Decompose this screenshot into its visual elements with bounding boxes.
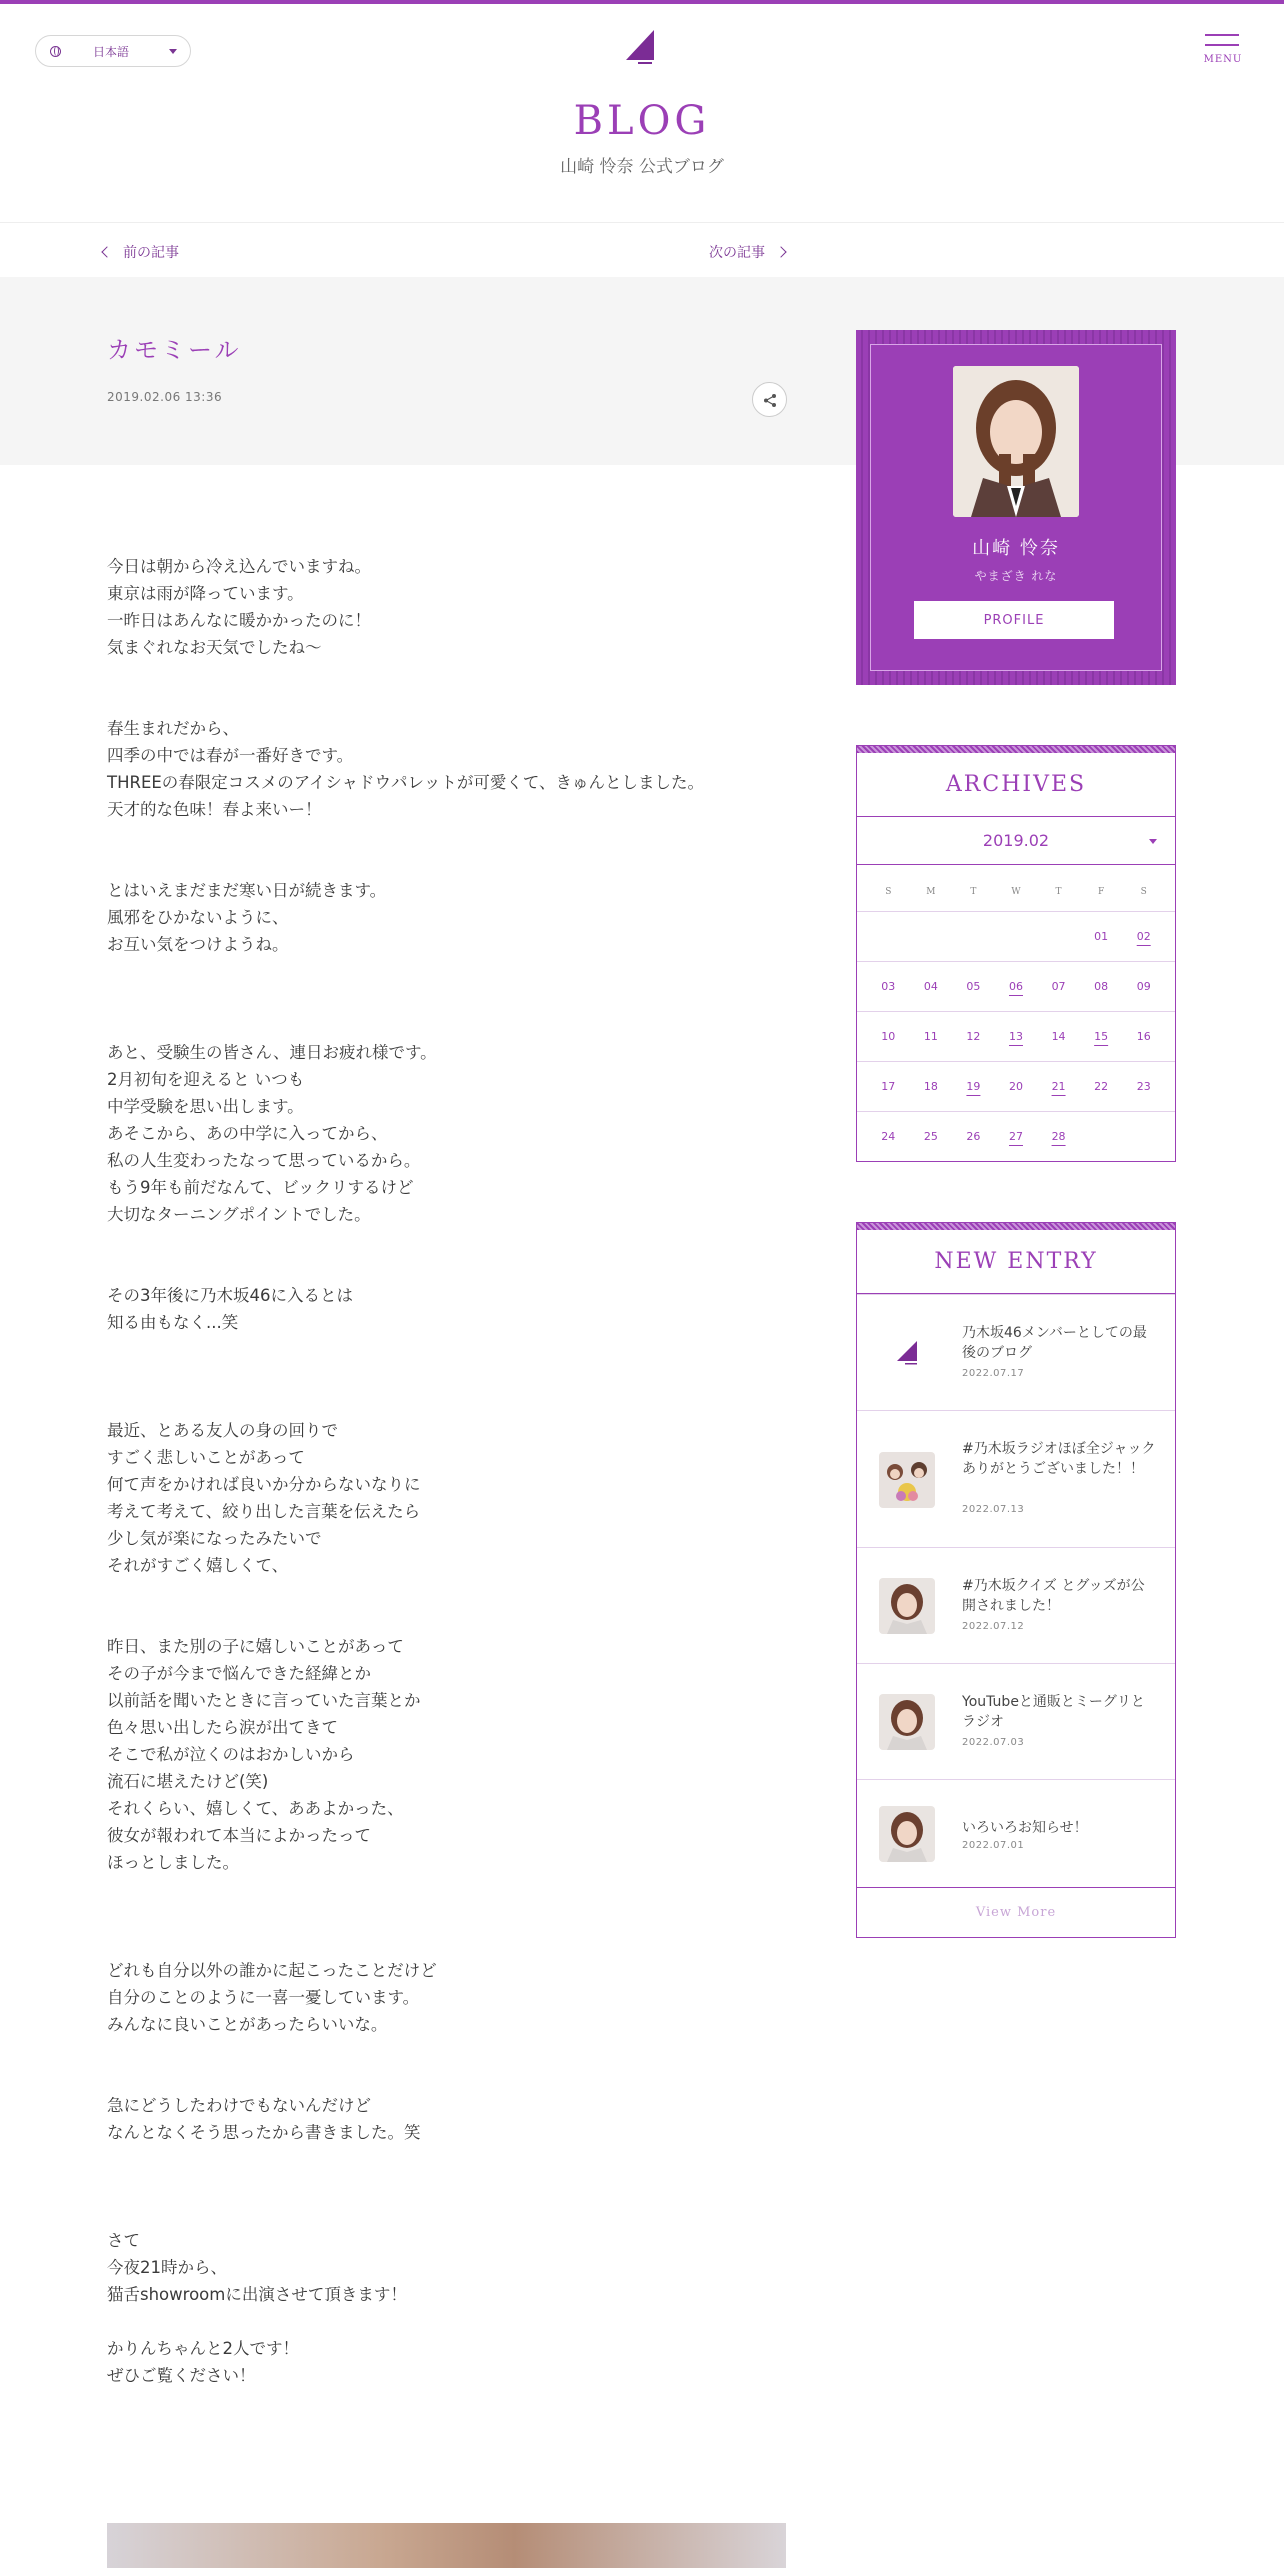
entry-title: いろいろお知らせ！ <box>962 1820 1088 1836</box>
calendar-day: 01 <box>1094 930 1109 943</box>
calendar-grid <box>857 911 1175 1161</box>
calendar-day[interactable]: 28 <box>1051 1130 1066 1143</box>
calendar-day: 14 <box>1051 1030 1066 1043</box>
entry-date: 2022.07.01 <box>962 1840 1025 1851</box>
calendar-day: 09 <box>1136 980 1151 993</box>
new-entry-item[interactable] <box>857 1779 1175 1887</box>
entry-date: 2022.07.17 <box>962 1368 1025 1379</box>
weekday-label: M <box>926 887 936 897</box>
calendar-day: 18 <box>923 1080 938 1093</box>
new-entry-box-border <box>857 1223 1175 1230</box>
menu-button[interactable] <box>1203 32 1243 72</box>
view-more-link[interactable]: View More <box>857 1887 1175 1937</box>
weekday-label: S <box>1140 887 1147 897</box>
menu-label: MENU <box>1203 54 1243 65</box>
calendar-weekday-header <box>857 865 1175 911</box>
entry-date: 2022.07.03 <box>962 1737 1025 1748</box>
post-photo <box>107 2523 786 2568</box>
blog-subtitle: 山崎 怜奈 公式ブログ <box>560 157 724 177</box>
calendar-day: 04 <box>923 980 938 993</box>
new-entry-item[interactable] <box>857 1547 1175 1663</box>
calendar-day[interactable]: 13 <box>1008 1030 1023 1043</box>
new-entry-list <box>857 1294 1175 1887</box>
calendar-week-row <box>857 1111 1175 1161</box>
calendar-day: 24 <box>881 1130 896 1143</box>
entry-title: #乃木坂ラジオほぼ全ジャック ありがとうございました！！ <box>962 1441 1156 1477</box>
entry-date: 2022.07.13 <box>962 1504 1025 1515</box>
calendar-day[interactable]: 02 <box>1136 930 1151 943</box>
weekday-label: S <box>885 887 892 897</box>
calendar-day[interactable]: 15 <box>1094 1030 1109 1043</box>
calendar-day: 16 <box>1136 1030 1151 1043</box>
weekday-label: F <box>1098 887 1105 897</box>
share-button[interactable] <box>752 382 787 417</box>
share-icon <box>753 383 788 418</box>
archives-month-label: 2019.02 <box>982 831 1050 850</box>
weekday-label: T <box>1055 887 1062 897</box>
weekday-label: W <box>1011 887 1021 897</box>
calendar-week-row <box>857 961 1175 1011</box>
archives-title: ARCHIVES <box>857 753 1175 817</box>
next-post-link[interactable] <box>709 242 785 262</box>
calendar-day: 20 <box>1008 1080 1023 1093</box>
calendar-day: 07 <box>1051 980 1066 993</box>
profile-card-inner <box>870 344 1162 671</box>
calendar-day[interactable]: 06 <box>1008 980 1023 993</box>
entry-thumb-logo <box>879 1325 935 1381</box>
calendar-day: 11 <box>923 1030 938 1043</box>
new-entry-box <box>856 1222 1176 1938</box>
entry-thumbnail <box>879 1452 935 1508</box>
calendar-week-row <box>857 911 1175 961</box>
calendar-day[interactable]: 19 <box>966 1080 981 1093</box>
new-entry-title: NEW ENTRY <box>857 1230 1175 1294</box>
archives-month-select[interactable] <box>857 817 1175 865</box>
entry-title: YouTubeと通販とミーグリとラジオ <box>962 1694 1145 1730</box>
entry-thumbnail <box>879 1694 935 1750</box>
profile-name: 山崎 怜奈 <box>972 538 1060 559</box>
top-accent-bar <box>0 0 1284 4</box>
blog-title: BLOG <box>573 98 711 144</box>
header-divider <box>0 222 1284 223</box>
entry-thumbnail <box>879 1578 935 1634</box>
new-entry-item[interactable] <box>857 1663 1175 1779</box>
profile-button[interactable]: PROFILE <box>914 601 1114 639</box>
new-entry-item[interactable] <box>857 1410 1175 1547</box>
prev-post-link[interactable] <box>103 242 179 262</box>
entry-date: 2022.07.12 <box>962 1621 1025 1632</box>
site-logo[interactable] <box>624 30 656 66</box>
calendar-day: 10 <box>881 1030 896 1043</box>
calendar-day: 08 <box>1094 980 1109 993</box>
calendar-day: 03 <box>881 980 896 993</box>
entry-title: #乃木坂クイズ とグッズが公開されました！ <box>962 1578 1145 1614</box>
language-label: 日本語 <box>93 44 130 59</box>
entry-title: 乃木坂46メンバーとしての最後のブログ <box>962 1325 1147 1361</box>
chevron-left-icon <box>101 246 112 257</box>
language-selector[interactable] <box>35 35 191 67</box>
new-entry-item[interactable] <box>857 1294 1175 1410</box>
menu-bar-bottom <box>1205 44 1239 46</box>
calendar-day: 26 <box>966 1130 981 1143</box>
calendar-day: 12 <box>966 1030 981 1043</box>
next-post-label: 次の記事 <box>709 245 765 261</box>
calendar-week-row <box>857 1061 1175 1111</box>
profile-kana: やまざき れな <box>974 569 1058 583</box>
archives-box <box>856 745 1176 1162</box>
chevron-down-icon <box>169 49 177 54</box>
post-date: 2019.02.06 13:36 <box>107 390 223 404</box>
globe-icon <box>50 46 61 57</box>
chevron-right-icon <box>775 246 786 257</box>
calendar-day: 05 <box>966 980 981 993</box>
logo-triangle <box>626 30 654 60</box>
entry-thumbnail <box>879 1806 935 1862</box>
chevron-down-icon <box>1149 839 1157 844</box>
calendar-day[interactable]: 21 <box>1051 1080 1066 1093</box>
profile-card <box>856 330 1176 685</box>
calendar-day: 22 <box>1094 1080 1109 1093</box>
weekday-label: T <box>970 887 977 897</box>
calendar-day: 23 <box>1136 1080 1151 1093</box>
logo-wordmark <box>638 62 652 64</box>
prev-post-label: 前の記事 <box>123 245 179 261</box>
avatar <box>953 366 1079 517</box>
post-title: カモミール <box>107 336 242 364</box>
calendar-day: 25 <box>923 1130 938 1143</box>
calendar-day: 17 <box>881 1080 896 1093</box>
calendar-week-row <box>857 1011 1175 1061</box>
calendar-day[interactable]: 27 <box>1008 1130 1023 1143</box>
post-body: 今日は朝から冷え込んでいますね。 東京は雨が降っています。 一昨日はあんなに暖かかったのに！ 気まぐれなお天気でしたね〜 春生まれだから、 四季の中では春が一番好きです。 THREEの春限定コスメのアイシャドウパレットが可愛くて、きゅんとしました。 天才的な色味！春よ来いー！ とはいえまだまだ寒い日が続きます。 風邪をひかないように、 お互い気をつけようね。 あと、受験生の皆さん、連日お疲れ様です。 2月初旬を迎えると いつも 中学受験を思い出します。 あそこから、あの中学に入ってから、 私の人生変わったなって思っているから。 もう9年も前だなんて、ビックリするけど 大切なターニングポイントでした。 その3年後に乃木坂46に入るとは 知る由もなく...笑 最近、とある友人の身の回りで すごく悲しいことがあって 何て声をかければ良いか分からないなりに 考えて考えて、絞り出した言葉を伝えたら 少し気が楽になったみたいで それがすごく嬉しくて、 昨日、また別の子に嬉しいことがあって その子が今まで悩んできた経緯とか 以前話を聞いたときに言っていた言葉とか 色々思い出したら涙が出てきて そこで私が泣くのはおかしいから 流石に堪えたけど(笑) それくらい、嬉しくて、ああよかった、 彼女が報われて本当によかったって ほっとしました。 どれも自分以外の誰かに起こったことだけど 自分のことのように一喜一憂しています。 みんなに良いことがあったらいいな。 急にどうしたわけでもないんだけど なんとなくそう思ったから書きました。笑 さて 今夜21時から、 猫舌showroomに出演させて頂きます！ かりんちゃんと2人です！ ぜひご覧ください！ <box>107 557 704 2385</box>
archives-box-border <box>857 746 1175 753</box>
menu-bar-top <box>1205 34 1239 36</box>
